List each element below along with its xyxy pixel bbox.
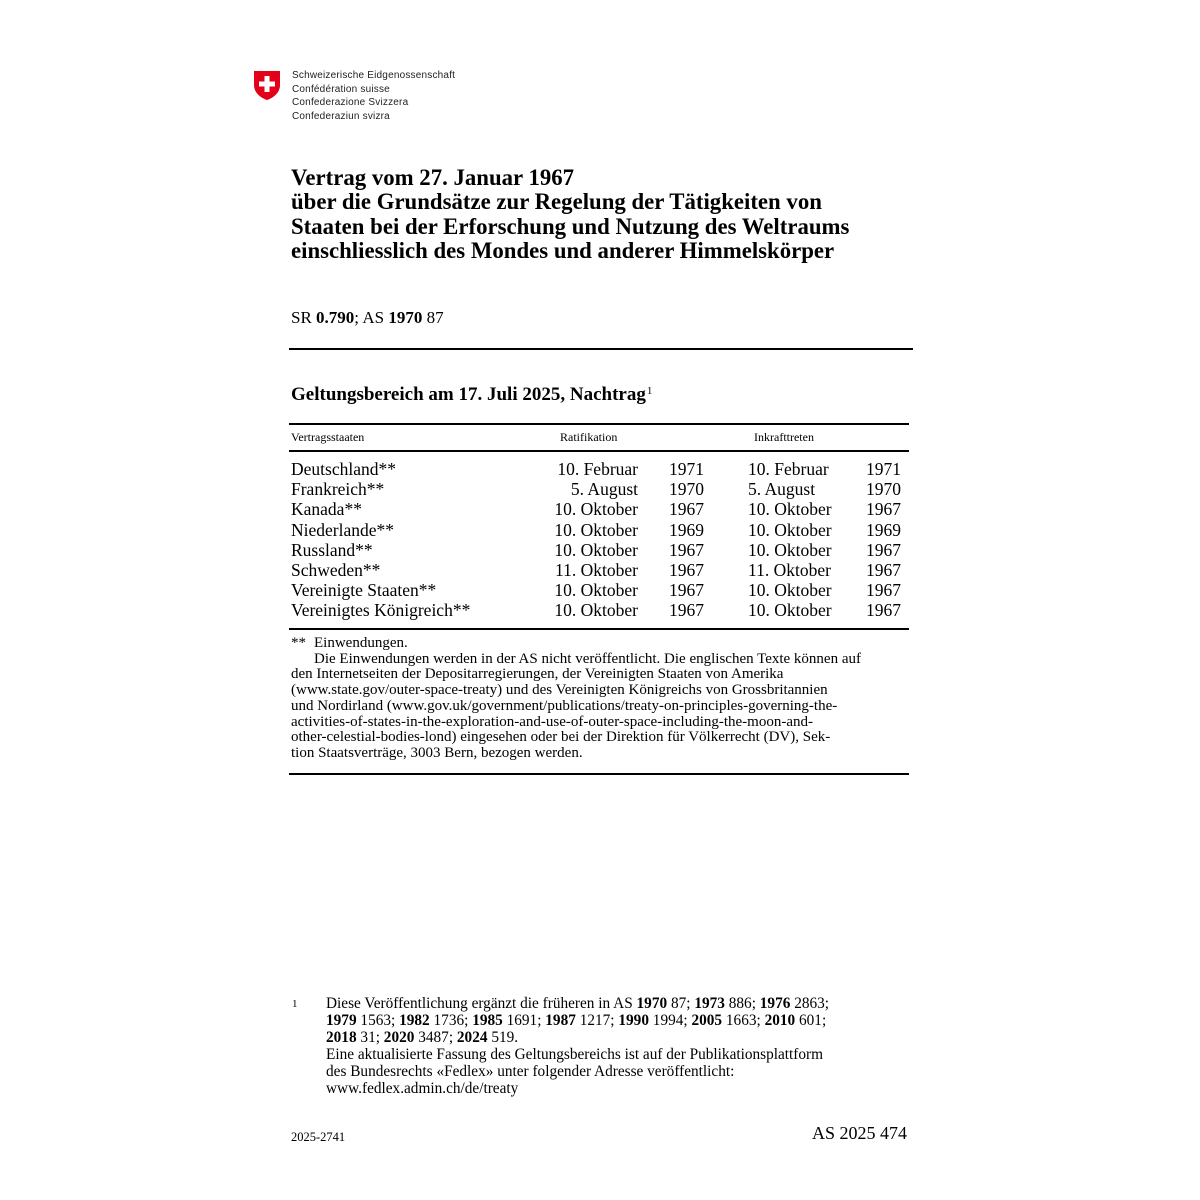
entry-into-force-date-cell: 10. Oktober xyxy=(748,499,832,520)
spacer-cell xyxy=(704,540,748,560)
spacer-cell xyxy=(704,479,748,499)
title-line: Vertrag vom 27. Januar 1967 xyxy=(291,165,575,190)
ratification-year-cell: 1967 xyxy=(669,580,704,601)
ratification-date-cell: 10. Oktober xyxy=(554,499,638,520)
spacer-cell xyxy=(704,560,748,580)
column-header-ratification: Ratifikation xyxy=(560,430,618,444)
entry-into-force-year-cell: 1967 xyxy=(866,539,901,560)
confederation-name-de: Schweizerische Eidgenossenschaft xyxy=(292,70,456,81)
footnote-ref-page: 601 xyxy=(798,1011,822,1029)
confederation-names xyxy=(292,69,455,123)
reference-separator: ; xyxy=(354,308,360,327)
entry-into-force-date-cell: 10. Oktober xyxy=(748,539,832,560)
title-line: über die Grundsätze zur Regelung der Tätigkeiten von xyxy=(291,189,822,215)
note-text-line: Die Einwendungen werden in der AS nicht veröffentlicht. Die englischen Texte können auf xyxy=(314,650,861,667)
footnote-ref-page: 886 xyxy=(728,995,752,1012)
footnote-ref-year: 2020 xyxy=(383,1028,415,1046)
footnote-body xyxy=(326,996,886,1097)
sr-as-reference xyxy=(291,308,444,328)
states-table-body xyxy=(291,459,901,621)
table-row xyxy=(291,580,901,600)
note-text-line: tion Staatsverträge, 3003 Bern, bezogen werden. xyxy=(291,744,583,761)
table-row xyxy=(291,499,901,519)
entry-into-force-year-cell: 1971 xyxy=(866,459,901,480)
note-marker: ** xyxy=(291,635,306,651)
footnote-ref-page: 31 xyxy=(360,1028,376,1046)
note-title: Einwendungen. xyxy=(314,635,408,651)
ratification-date-cell: 11. Oktober xyxy=(555,560,638,581)
table-row xyxy=(291,520,901,540)
column-header-states: Vertragsstaaten xyxy=(291,430,365,444)
footnote-ref-page: 1217 xyxy=(579,1011,611,1029)
footnote-ref-page: 1663 xyxy=(725,1011,757,1029)
cross-horizontal xyxy=(259,82,275,87)
table-row xyxy=(291,540,901,560)
ratification-year-cell: 1969 xyxy=(669,519,704,540)
footnote-ref-year: 2005 xyxy=(691,1011,723,1029)
entry-into-force-year-cell: 1967 xyxy=(866,560,901,581)
note-title-line xyxy=(291,636,911,652)
table-header-rule xyxy=(289,450,909,452)
spacer-cell xyxy=(704,459,748,479)
footnote-ref-year: 1979 xyxy=(326,1011,357,1029)
ratification-date-cell: 5. August xyxy=(570,479,638,500)
footnote-refs-line: 1979 1563; 1982 1736; 1985 1691; 1987 1217; 1990 1994; 2005 1663; 2010 601; xyxy=(326,1011,827,1029)
ratification-date-cell: 10. Oktober xyxy=(554,539,638,560)
footnote-ref-page: 87 xyxy=(670,995,687,1012)
table-top-rule xyxy=(289,423,909,425)
confederation-name-it: Confederazione Svizzera xyxy=(292,97,409,109)
footnote-ref-year: 1985 xyxy=(472,1011,503,1029)
footnote-intro: Diese Veröffentlichung ergänzt die früheren in AS xyxy=(326,995,633,1012)
ratification-year-cell: 1967 xyxy=(669,560,704,581)
footnote-ref-year: 1976 xyxy=(759,995,791,1012)
as-reference-footer: AS 2025 474 xyxy=(812,1123,908,1143)
spacer-cell xyxy=(704,499,748,519)
footnote-ref-year: 1982 xyxy=(399,1011,430,1029)
spacer-cell xyxy=(704,580,748,600)
ratification-date-cell: 10. Oktober xyxy=(554,519,638,540)
footnote-ref-page: 2863 xyxy=(794,995,825,1012)
ratification-year-cell: 1967 xyxy=(669,539,704,560)
entry-into-force-year-cell: 1967 xyxy=(866,499,901,520)
state-cell: Vereinigtes Königreich** xyxy=(291,600,471,621)
sr-number: 0.790 xyxy=(316,308,355,327)
table-row xyxy=(291,560,901,580)
footnote-ref-page: 519 xyxy=(491,1028,515,1046)
state-cell: Kanada** xyxy=(291,499,362,520)
note-text-line: other-celestial-bodies-lond) eingesehen oder bei der Direktion für Völkerrecht (DV), Sek- xyxy=(291,729,831,746)
footnote-ref-page: 1994 xyxy=(652,1011,684,1029)
note-text-line: den Internetseiten der Depositarregierungen, der Vereinigten Staaten von Amerika xyxy=(291,666,784,683)
footnote-ref-page: 1736 xyxy=(433,1011,465,1029)
confederation-name-rm: Confederaziun svizra xyxy=(292,110,390,122)
footnote-ref-year: 2024 xyxy=(456,1028,488,1046)
as-page: 87 xyxy=(426,308,444,327)
state-cell: Deutschland** xyxy=(291,459,396,480)
footnote-number: 1 xyxy=(292,998,298,1010)
state-cell: Schweden** xyxy=(291,560,381,581)
entry-into-force-date-cell: 11. Oktober xyxy=(748,560,831,581)
footnote-refs-line: Diese Veröffentlichung ergänzt die früheren in AS 1970 87; 1973 886; 1976 2863; xyxy=(326,995,830,1012)
entry-into-force-year-cell: 1970 xyxy=(866,479,901,500)
scope-heading xyxy=(291,384,652,406)
entry-into-force-date-cell: 10. Oktober xyxy=(748,600,832,621)
entry-into-force-date-cell: 10. Oktober xyxy=(748,580,832,601)
entry-into-force-year-cell: 1967 xyxy=(866,580,901,601)
table-bottom-rule xyxy=(289,628,909,630)
scope-heading-text: Geltungsbereich am 17. Juli 2025, Nachtrag xyxy=(291,384,646,405)
footnote-ref-page: 1691 xyxy=(506,1011,538,1029)
state-cell: Frankreich** xyxy=(291,479,385,500)
state-cell: Niederlande** xyxy=(291,519,395,540)
document-title xyxy=(291,166,931,264)
note-text-line: und Nordirland (www.gov.uk/government/publications/treaty-on-principles-governing-the- xyxy=(291,697,838,714)
note-bottom-rule xyxy=(289,773,909,775)
entry-into-force-date-cell: 5. August xyxy=(748,479,816,500)
states-table xyxy=(291,459,901,621)
footnote-refs-line: 2018 31; 2020 3487; 2024 519. xyxy=(326,1028,519,1046)
column-header-entry-into-force: Inkrafttreten xyxy=(754,430,814,444)
spacer-cell xyxy=(704,520,748,540)
document-number: 2025-2741 xyxy=(291,1130,346,1144)
title-line: einschliesslich des Mondes und anderer Himmelskörper xyxy=(291,238,835,264)
footnote-ref-year: 2018 xyxy=(326,1028,357,1046)
footnote-ref-year: 1990 xyxy=(618,1011,649,1029)
table-row xyxy=(291,600,901,620)
state-cell: Russland** xyxy=(291,539,373,560)
entry-into-force-date-cell: 10. Oktober xyxy=(748,519,832,540)
title-line: Staaten bei der Erforschung und Nutzung des Weltraums xyxy=(291,213,850,239)
table-row xyxy=(291,459,901,479)
footnote-ref-year: 1970 xyxy=(636,995,668,1012)
header-divider xyxy=(289,348,913,350)
ratification-date-cell: 10. Februar xyxy=(557,459,638,480)
confederation-name-fr: Confédération suisse xyxy=(292,83,390,95)
objections-note xyxy=(291,636,911,762)
ratification-year-cell: 1971 xyxy=(669,459,704,480)
footnote-ref-year: 1973 xyxy=(694,995,725,1012)
footnote-ref-year: 1987 xyxy=(545,1011,576,1029)
note-text-line: (www.state.gov/outer-space-treaty) und des Vereinigten Königreichs von Grossbritannien xyxy=(291,682,828,699)
ratification-year-cell: 1967 xyxy=(669,600,704,621)
entry-into-force-year-cell: 1967 xyxy=(866,600,901,621)
as-year: 1970 xyxy=(388,308,423,327)
ratification-date-cell: 10. Oktober xyxy=(554,580,638,601)
footnote-text-line: des Bundesrechts «Fedlex» unter folgender Adresse veröffentlicht: xyxy=(326,1062,735,1080)
footnote-ref-year: 2010 xyxy=(764,1011,796,1029)
ratification-year-cell: 1970 xyxy=(669,479,704,500)
footnote-text-line: Eine aktualisierte Fassung des Geltungsbereichs ist auf der Publikationsplattform xyxy=(326,1045,824,1063)
spacer-cell xyxy=(704,600,748,620)
note-text-line: activities-of-states-in-the-exploration-and-use-of-outer-space-including-the-moon-and- xyxy=(291,713,813,730)
ratification-date-cell: 10. Oktober xyxy=(554,600,638,621)
state-cell: Vereinigte Staaten** xyxy=(291,580,437,601)
footnote-reference[interactable]: 1 xyxy=(646,385,653,397)
ratification-year-cell: 1967 xyxy=(669,499,704,520)
entry-into-force-year-cell: 1969 xyxy=(866,519,901,540)
swiss-coat-of-arms-icon xyxy=(253,70,281,101)
footnote-ref-page: 1563 xyxy=(360,1011,392,1029)
as-label: AS xyxy=(362,308,385,327)
entry-into-force-date-cell: 10. Februar xyxy=(748,459,829,480)
table-row xyxy=(291,479,901,499)
footnote-url[interactable]: www.fedlex.admin.ch/de/treaty xyxy=(326,1079,519,1097)
footnote-ref-page: 3487 xyxy=(418,1028,449,1046)
sr-label: SR xyxy=(291,308,312,327)
